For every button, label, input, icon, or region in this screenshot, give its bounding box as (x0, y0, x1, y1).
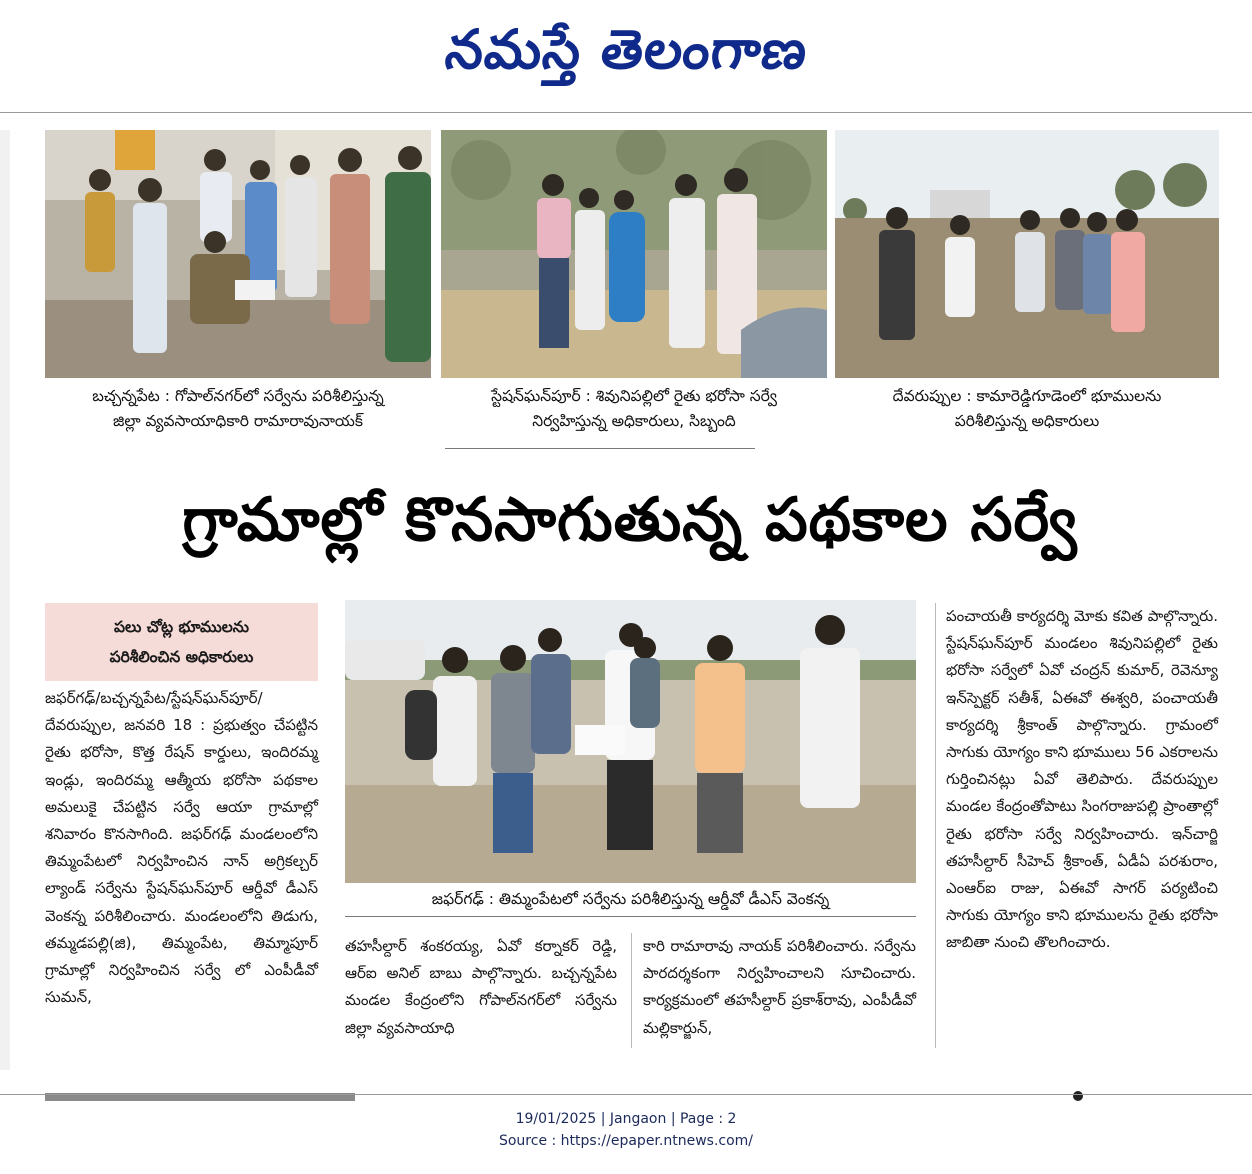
subhead-line: పరిశీలించిన అధికారులు (109, 648, 254, 666)
subhead-box (45, 603, 318, 681)
page-footer (0, 1108, 1252, 1152)
article-paragraph: పంచాయతీ కార్యదర్శి మోకు కవిత పాల్గొన్నారు. స్టేషన్‌ఘన్‌పూర్ మండలం శివునిపల్లిలో రైతు భరోసా సర్వేలో ఏవో చంద్రన్ కుమార్, రెవెన్యూ ఇన్‌స్పెక్టర్ సతీశ్, ఏఈవో ఈశ్వరి, పంచాయతీ కార్యదర్శి శ్రీకాంత్ పాల్గొన్నారు. గ్రామంలో సాగుకు యోగ్యం కాని భూములు 56 ఎకరాలను గుర్తించినట్లు ఏవో తెలిపారు. దేవరుప్పుల మండల కేంద్రంతోపాటు సింగరాజుపల్లి ప్రాంతాల్లో రైతు భరోసా సర్వే నిర్వహించారు. ఇన్‌చార్జి తహసీల్దార్ సీహెచ్ శ్రీకాంత్, ఏడీఏ పరశురాం, ఎంఆర్ఐ రాజు, ఏఈవో సాగర్ పర్యటించి సాగుకు యోగ్యం కాని భూములను రైతు భరోసా జాబితా నుంచి తొలగించారు. (946, 607, 1218, 952)
article-paragraph: తహసీల్దార్ శంకరయ్య, ఏవో కర్నాకర్ రెడ్డి, ఆర్ఐ అనిల్ బాబు పాల్గొన్నారు. బచ్చన్నపేట మండల కేంద్రంలోని గోపాల్‌నగర్‌లో సర్వేను జిల్లా వ్యవసాయాధి (345, 937, 617, 1037)
page-gutter (0, 130, 10, 1070)
caption-line: జఫర్‌గఢ్ : తిమ్మంపేటలో సర్వేను పరిశీలిస్తున్న ఆర్డీవో డీఎస్ వెంకన్న (431, 890, 830, 908)
article-paragraph: జఫర్‌గఢ్/బచ్చన్నపేట/స్టేషన్‌ఘన్‌పూర్/దేవరుప్పుల, జనవరి 18 : ప్రభుత్వం చేపట్టిన రైతు భరోసా, కొత్త రేషన్ కార్డులు, ఇందిరమ్మ ఇండ్లు, ఇందిరమ్మ ఆత్మీయ భరోసా పథకాల అమలుకై చేపట్టిన సర్వే ఆయా గ్రామాల్లో శనివారం కొనసాగింది. జఫర్‌గఢ్ మండలంలోని తిమ్మంపేటలో నిర్వహించిన నాన్ అగ్రికల్చర్ ల్యాండ్ సర్వేను స్టేషన్‌ఘన్‌పూర్ ఆర్డీవో డీఎస్ వెంకన్న పరిశీలించారు. మండలంలోని తిడుగు, తమ్మడపల్లి(జి), తిమ్మంపేట, తిమ్మాపూర్ గ్రామాల్లో నిర్వహించిన సర్వే లో ఎంపీడీవో సుమన్, (45, 689, 318, 1007)
article-column-3 (643, 933, 916, 1042)
caption-line: జిల్లా వ్యవసాయాధికారి రామారావునాయక్ (113, 412, 363, 430)
photo-caption-bachannapet (45, 384, 431, 434)
photo-devaruppula (835, 130, 1219, 378)
column-divider (631, 933, 632, 1048)
caption-line: స్టేషన్‌ఘన్‌పూర్ : శివునిపల్లిలో రైతు భరోసా సర్వే (491, 387, 777, 405)
footer-source-link[interactable]: Source : https://epaper.ntnews.com/ (498, 1133, 754, 1149)
footer-rule (0, 1094, 1252, 1095)
article-column-1 (45, 685, 318, 1011)
caption-line: పరిశీలిస్తున్న అధికారులు (954, 412, 1100, 430)
article-column-2 (345, 933, 617, 1042)
photo-caption-devaruppula (835, 384, 1219, 434)
newspaper-title: నమస్తే తెలంగాణ (442, 17, 811, 81)
headline: గ్రామాల్లో కొనసాగుతున్న పథకాల సర్వే (182, 485, 1078, 555)
photo-station-ghanpur (441, 130, 827, 378)
photo-bachannapet (45, 130, 431, 378)
caption-line: దేవరుప్పుల : కామారెడ్డిగూడెంలో భూములను (892, 387, 1162, 405)
article-column-4 (946, 603, 1218, 957)
footer-edition-line: 19/01/2025 | Jangaon | Page : 2 (515, 1111, 737, 1127)
caption-line: నిర్వహిస్తున్న అధికారులు, సిబ్బంది (532, 412, 736, 430)
caption-underline (445, 448, 755, 449)
masthead (0, 0, 1252, 112)
photo-caption-station-ghanpur (441, 384, 827, 434)
column-divider (935, 603, 936, 1048)
caption-line: బచ్చన్నపేట : గోపాల్‌నగర్‌లో సర్వేను పరిశీలిస్తున్న (92, 387, 384, 405)
caption-underline (345, 916, 916, 917)
masthead-rule (0, 112, 1252, 113)
subhead-line: పలు చోట్ల భూములను (113, 618, 250, 636)
photo-jafargadh (345, 600, 916, 883)
photo-caption-jafargadh (345, 887, 916, 912)
article-paragraph: కారి రామారావు నాయక్ పరిశీలించారు. సర్వేను పారదర్శకంగా నిర్వహించాలని సూచించారు. కార్యక్రమంలో తహసీల్దార్ ప్రకాశ్‌రావు, ఎంపీడీవో మల్లికార్జున్, (643, 937, 916, 1037)
